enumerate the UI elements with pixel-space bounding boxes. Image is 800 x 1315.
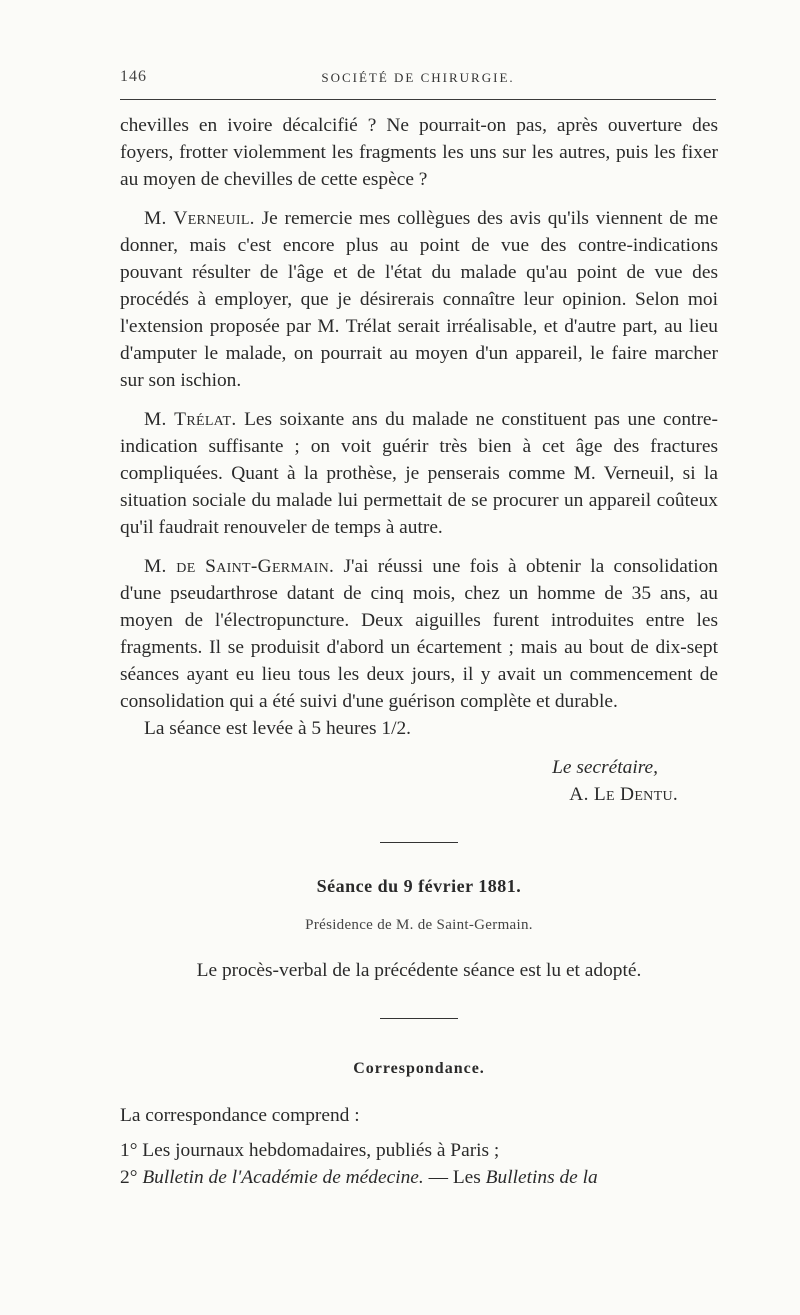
speaker-saint-germain: M. de Saint-Germain. bbox=[144, 556, 335, 577]
presidence-line: Présidence de M. de Saint-Germain. bbox=[305, 917, 533, 933]
page-header bbox=[120, 68, 716, 90]
paragraph-saint-germain bbox=[120, 553, 718, 715]
correspondance-item-2 bbox=[120, 1164, 718, 1191]
item-2-bulletin-academie: Bulletin de l'Académie de médecine. bbox=[142, 1167, 424, 1188]
text-verneuil: Je remercie mes collègues des avis qu'ils viennent de me donner, mais c'est encore plus au point de vue des contre-indications pouvant résulter de l'âge et de l'état du malade qu'au point de vue des procédés à employer, que je désirerais connaître leur opinion. Selon moi l'extension proposée par M. Trélat serait irréalisable, et d'autre part, au lieu d'amputer le malade, on pourrait au moyen d'un appareil, le faire marcher sur son ischion. bbox=[120, 208, 718, 391]
paragraph-verneuil bbox=[120, 205, 718, 394]
item-2-bulletins: Bulletins de la bbox=[485, 1167, 598, 1188]
page-number: 146 bbox=[120, 68, 147, 85]
text-saint-germain: J'ai réussi une fois à obtenir la consolidation d'une pseudarthrose datant de cinq mois, chez un homme de 35 ans, au moyen de l'électropuncture. Deux aiguilles furent introduites entre les fragments. Il se produisit d'abord un écartement ; mais au bout de dix-sept séances ayant eu lieu tous les deux jours, il y avait un commencement de consolidation qui a été suivi d'une guérison complète et durable. bbox=[120, 556, 718, 712]
item-2-number: 2° bbox=[120, 1167, 138, 1188]
speaker-trelat: M. Trélat. bbox=[144, 409, 237, 430]
correspondance-title: Correspondance. bbox=[353, 1060, 485, 1077]
section-divider bbox=[380, 842, 458, 843]
running-title: SOCIÉTÉ DE CHIRURGIE. bbox=[321, 70, 515, 85]
page-body bbox=[120, 112, 718, 1191]
header-rule bbox=[120, 99, 716, 100]
item-2-separator: — Les bbox=[423, 1167, 486, 1188]
paragraph-trelat bbox=[120, 406, 718, 541]
seance-title: Séance du 9 février 1881. bbox=[316, 876, 522, 896]
proces-verbal-line: Le procès-verbal de la précédente séance est lu et adopté. bbox=[196, 960, 642, 981]
text-trelat: Les soixante ans du malade ne constituent pas une contre-indication suffisante ; on voit guérir très bien à cet âge des fractures compliquées. Quant à la prothèse, je penserais comme M. Verneuil, si la situation sociale du malade lui permettait de se procurer un appareil coûteux qu'il faudrait renouveler de temps à autre. bbox=[120, 409, 718, 538]
speaker-verneuil: M. Verneuil. bbox=[144, 208, 255, 229]
section-divider bbox=[380, 1018, 458, 1019]
signature-name: A. Le Dentu. bbox=[569, 784, 678, 805]
correspondance-item-1: 1° Les journaux hebdomadaires, publiés à Paris ; bbox=[120, 1140, 500, 1161]
signature-role: Le secrétaire, bbox=[552, 757, 658, 778]
closing-line: La séance est levée à 5 heures 1/2. bbox=[144, 718, 412, 739]
paragraph-continuation: chevilles en ivoire décalcifié ? Ne pourrait-on pas, après ouverture des foyers, frotter violemment les fragments les uns sur les autres, puis les fixer au moyen de chevilles de cette espèce ? bbox=[120, 115, 718, 190]
correspondance-intro: La correspondance comprend : bbox=[120, 1105, 360, 1126]
